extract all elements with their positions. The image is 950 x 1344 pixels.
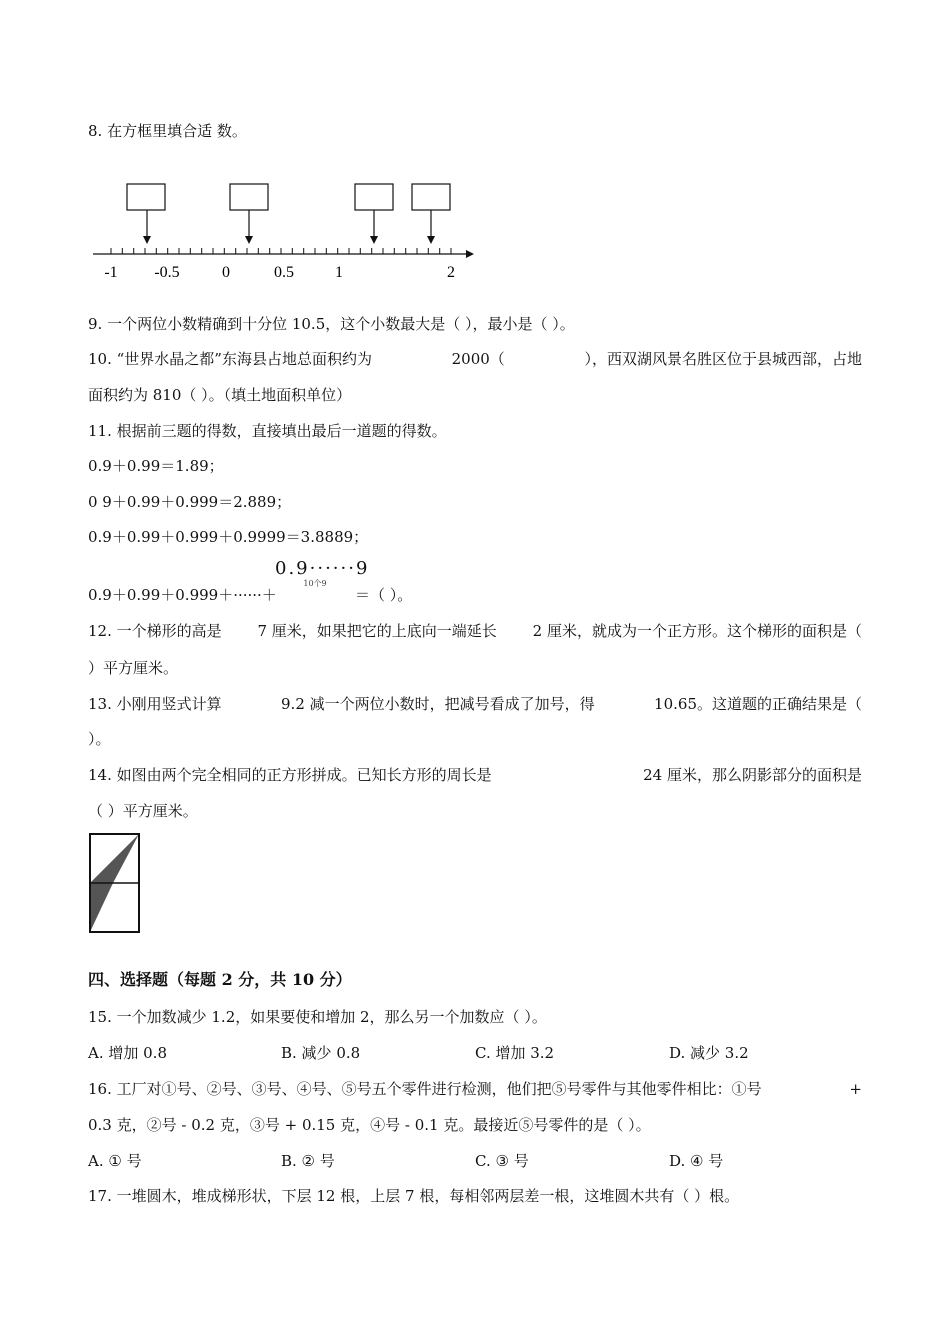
q8-text: 8. 在方框里填合适 数。: [88, 122, 247, 140]
q11-frac-top: 0.9······9: [275, 558, 370, 579]
q16-part2: +: [849, 1080, 862, 1098]
tick-label-2: 2: [447, 264, 455, 281]
q10-line1: [88, 349, 862, 369]
q12-line2: ）平方厘米。: [88, 659, 179, 677]
q11-eq4-left: 0.9＋0.99＋0.999＋······＋: [88, 586, 277, 604]
q10-part1: 10. “世界水晶之都”东海县占地总面积约为: [88, 350, 372, 368]
q12-line1: [88, 621, 862, 641]
q11-eq4-right: ＝（ ）。: [355, 586, 413, 604]
answer-box-4: [412, 184, 450, 210]
arrow-3: [370, 210, 378, 244]
q12-part3: 2 厘米，就成为一个正方形。这个梯形的面积是（: [532, 622, 862, 640]
answer-box-3: [355, 184, 393, 210]
q12-part1: 12. 一个梯形的高是: [88, 622, 222, 640]
answer-box-2: [230, 184, 268, 210]
tick-label-neg1: -1: [104, 264, 118, 281]
section4-title: 四、选择题（每题 2 分，共 10 分）: [88, 970, 352, 989]
q15-option-c[interactable]: C. 增加 3.2: [475, 1044, 555, 1062]
q13-line2: ）。: [88, 730, 111, 748]
q16-option-d[interactable]: D. ④ 号: [669, 1152, 724, 1170]
q15-option-d[interactable]: D. 减少 3.2: [669, 1044, 749, 1062]
arrow-2: [245, 210, 253, 244]
axis-arrowhead: [466, 250, 474, 258]
tick-label-1: 1: [335, 264, 343, 281]
arrow-1: [143, 210, 151, 244]
q11-text: 11. 根据前三题的得数，直接填出最后一道题的得数。: [88, 422, 447, 440]
q16-line1: [88, 1079, 862, 1099]
q10-line2: 面积约为 810（ ）。（填土地面积单位）: [88, 386, 352, 404]
q10-part2: 2000（: [451, 350, 505, 368]
tick-label-05: 0.5: [274, 264, 294, 281]
arrow-4: [427, 210, 435, 244]
q11-eq3: 0.9＋0.99＋0.999＋0.9999＝3.8889；: [88, 528, 369, 546]
q16-option-c[interactable]: C. ③ 号: [475, 1152, 529, 1170]
q11-frac-sub: 10个9: [303, 579, 327, 588]
q15-option-a[interactable]: A. 增加 0.8: [88, 1044, 167, 1062]
q13-part2: 9.2 减一个两位小数时，把减号看成了加号，得: [281, 695, 595, 713]
q15-text: 15. 一个加数减少 1.2，如果要使和增加 2，那么另一个加数应（ ）。: [88, 1008, 547, 1026]
q10-part3: ），西双湖风景名胜区位于县城西部，占地: [584, 350, 862, 368]
two-squares-figure: [88, 832, 142, 934]
axis-ticks: [111, 248, 451, 254]
q13-part1: 13. 小刚用竖式计算: [88, 695, 222, 713]
q14-part1: 14. 如图由两个完全相同的正方形拼成。已知长方形的周长是: [88, 766, 492, 784]
q16-option-a[interactable]: A. ① 号: [88, 1152, 142, 1170]
q11-fraction-term: [275, 558, 370, 589]
number-line-figure: [86, 176, 486, 286]
q11-eq1: 0.9＋0.99＝1.89；: [88, 457, 224, 475]
q16-part1: 16. 工厂对①号、②号、③号、④号、⑤号五个零件进行检测，他们把⑤号零件与其他零件相比：①号: [88, 1080, 762, 1098]
q15-option-b[interactable]: B. 减少 0.8: [281, 1044, 361, 1062]
tick-label-neg05: -0.5: [154, 264, 180, 281]
q13-line1: [88, 694, 862, 714]
q14-line1: [88, 765, 862, 785]
q11-eq2: 0 9＋0.99＋0.999＝2.889；: [88, 493, 292, 511]
q14-part2: 24 厘米，那么阴影部分的面积是: [643, 766, 862, 784]
tick-label-0: 0: [222, 264, 230, 281]
answer-box-1: [127, 184, 165, 210]
q13-part3: 10.65。这道题的正确结果是（: [654, 695, 862, 713]
q16-option-b[interactable]: B. ② 号: [281, 1152, 335, 1170]
q16-line2: 0.3 克，②号 - 0.2 克，③号 + 0.15 克，④号 - 0.1 克。最接近⑤号零件的是（ ）。: [88, 1116, 651, 1134]
q17-text: 17. 一堆圆木，堆成梯形状，下层 12 根，上层 7 根，每相邻两层差一根，这堆圆木共有（ ）根。: [88, 1187, 740, 1205]
q14-line2: （ ）平方厘米。: [88, 802, 198, 820]
q12-part2: 7 厘米，如果把它的上底向一端延长: [257, 622, 497, 640]
q9-text: 9. 一个两位小数精确到十分位 10.5，这个小数最大是（ ），最小是（ ）。: [88, 315, 575, 333]
